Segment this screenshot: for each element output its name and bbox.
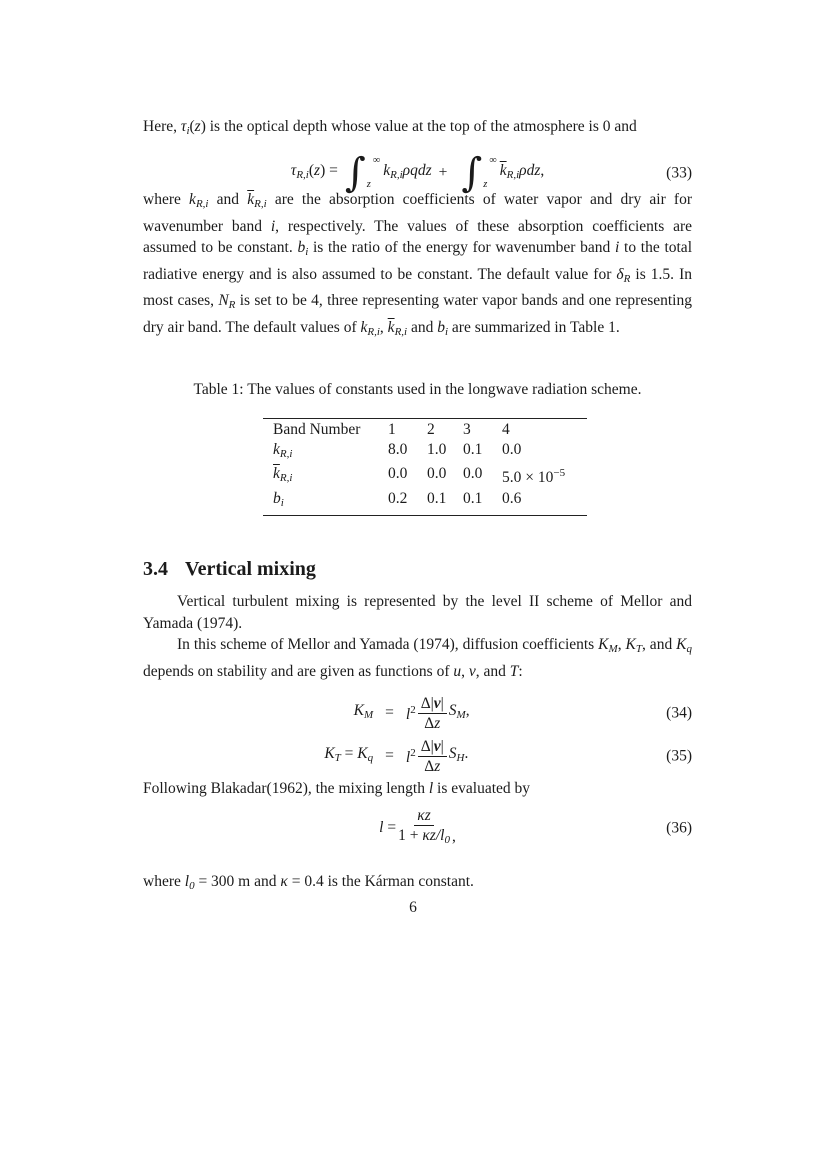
header-band-number: Band Number [273, 421, 361, 438]
equation-number: (35) [666, 747, 692, 765]
integral-limits [483, 153, 497, 193]
upper-limit: ∞ [372, 155, 381, 166]
lower-limit: z [366, 178, 371, 190]
numerator: Δ|v| [418, 694, 447, 714]
table-1-grid [263, 418, 587, 516]
table-row-kri [263, 440, 587, 465]
numerator: Δ|v| [418, 737, 447, 757]
cell: 1.0 [427, 440, 447, 458]
equation-36 [143, 806, 692, 850]
math-rhs [406, 737, 554, 776]
integrand-2: $\overline{k}_{R,i}\rho dz$, [499, 161, 545, 181]
row-label: $k_{R,i}$ [273, 440, 293, 460]
section-title: Vertical mixing [185, 558, 316, 580]
cell: 0.6 [502, 489, 522, 507]
equation-34 [143, 692, 692, 734]
numerator: κz [414, 806, 433, 826]
equation-35-body [281, 737, 554, 776]
integral-sign: ∫ ∞ z [461, 150, 497, 196]
lower-limit: z [483, 178, 488, 190]
cell: 0.2 [388, 489, 408, 507]
row-label: $b_i$ [273, 489, 284, 509]
cell: 0.1 [427, 489, 447, 507]
header-band-4: 4 [502, 421, 510, 438]
paragraph-turbulent-mixing: Vertical turbulent mixing is represented by the level II scheme of Mellor and Yamada (1974). [143, 593, 692, 632]
section-number: 3.4 [143, 558, 168, 580]
integral-sign: ∫ ∞ z [344, 150, 381, 196]
coefficient: $l^2$ [405, 704, 416, 724]
trailing-comma: , [451, 827, 456, 845]
denominator: Δz [424, 714, 441, 732]
math-rhs [406, 694, 554, 733]
cell: 0.0 [502, 440, 522, 458]
math-lhs: $\tau_{R,i}(z)$ = [290, 161, 338, 181]
header-band-2: 2 [427, 421, 435, 438]
paragraph-blakadar: Following Blakadar(1962), the mixing length l is evaluated by [143, 780, 531, 797]
fraction [418, 694, 447, 733]
plus-operator: + [438, 164, 448, 182]
coefficient: $l^2$ [405, 747, 416, 767]
section-heading-3-4 [143, 557, 692, 581]
denominator: $1 + \kappa z/l_0$ [398, 827, 450, 846]
equation-number: (33) [666, 164, 692, 182]
table-1 [143, 418, 692, 516]
paragraph-diffusion-coefficients: In this scheme of Mellor and Yamada (1974), diffusion coefficients $K_M$, $K_T$, and $K_q$ depends on stability and are given as functions of u, v, and T: [143, 636, 692, 680]
equation-36-body [379, 806, 456, 850]
table-row-bi [263, 489, 587, 514]
equation-34-body [281, 694, 554, 733]
paragraph-karman-constant: where $l_0 = 300$ m and κ = 0.4 is the Kárman constant. [143, 873, 474, 892]
cell: 8.0 [388, 440, 408, 458]
page-number: 6 [409, 899, 417, 916]
cell: 0.1 [463, 440, 483, 458]
row-label: $\overline{k}_{R,i}$ [273, 465, 293, 484]
equation-33-body [290, 150, 545, 196]
equals-sign: = [385, 704, 394, 722]
fraction [418, 737, 447, 776]
header-band-1: 1 [388, 421, 396, 438]
table-row-kbar [263, 464, 587, 489]
table-caption: Table 1: The values of constants used in the longwave radiation scheme. [193, 381, 642, 398]
table-header-row [263, 420, 587, 440]
math-lhs: $K_M$ [353, 701, 374, 721]
stability-function: $S_M$, [448, 701, 470, 721]
cell: 0.0 [427, 465, 447, 482]
equals-sign: = [385, 747, 394, 765]
cell: 0.1 [463, 489, 483, 507]
equation-35 [143, 735, 692, 777]
math-lhs: l = [379, 819, 397, 837]
upper-limit: ∞ [489, 155, 497, 166]
header-band-3: 3 [463, 421, 471, 438]
cell: $5.0 \times 10^{-5}$ [502, 467, 566, 486]
cell: 0.0 [388, 465, 408, 482]
math-lhs: $K_T = K_q$ [324, 744, 374, 764]
paragraph-optical-depth: Here, $\tau_i(z)$ is the optical depth whose value at the top of the atmosphere is 0 and [143, 118, 637, 137]
equation-number: (36) [666, 819, 692, 837]
integral-limits [367, 153, 381, 193]
equation-number: (34) [666, 704, 692, 722]
cell: 0.0 [463, 465, 483, 482]
stability-function: $S_H$. [448, 744, 469, 764]
integrand-1: $k_{R,i}\rho qdz$ [383, 161, 432, 181]
denominator: Δz [424, 757, 441, 775]
fraction [398, 806, 450, 850]
paragraph-absorption-coefficients: where $k_{R,i}$ and $\overline{k}_{R,i}$ are the absorption coefficients of water vapor and dry air for wavenumber band i, respectively. The values of these absorption coefficients are assumed to be constant. $b_i$ is the ratio of the energy for wavenumber band i to the total radiative energy and is also assumed to be constant. The default value for $\delta_R$ is 1.5. In most cases, $N_R$ is set to be 4, three representing water vapor bands and one representing dry air band. The default values of $k_{R,i}$, $\overline{k}_{R,i}$ and $b_i$ are summarized in Table 1. [143, 191, 693, 338]
